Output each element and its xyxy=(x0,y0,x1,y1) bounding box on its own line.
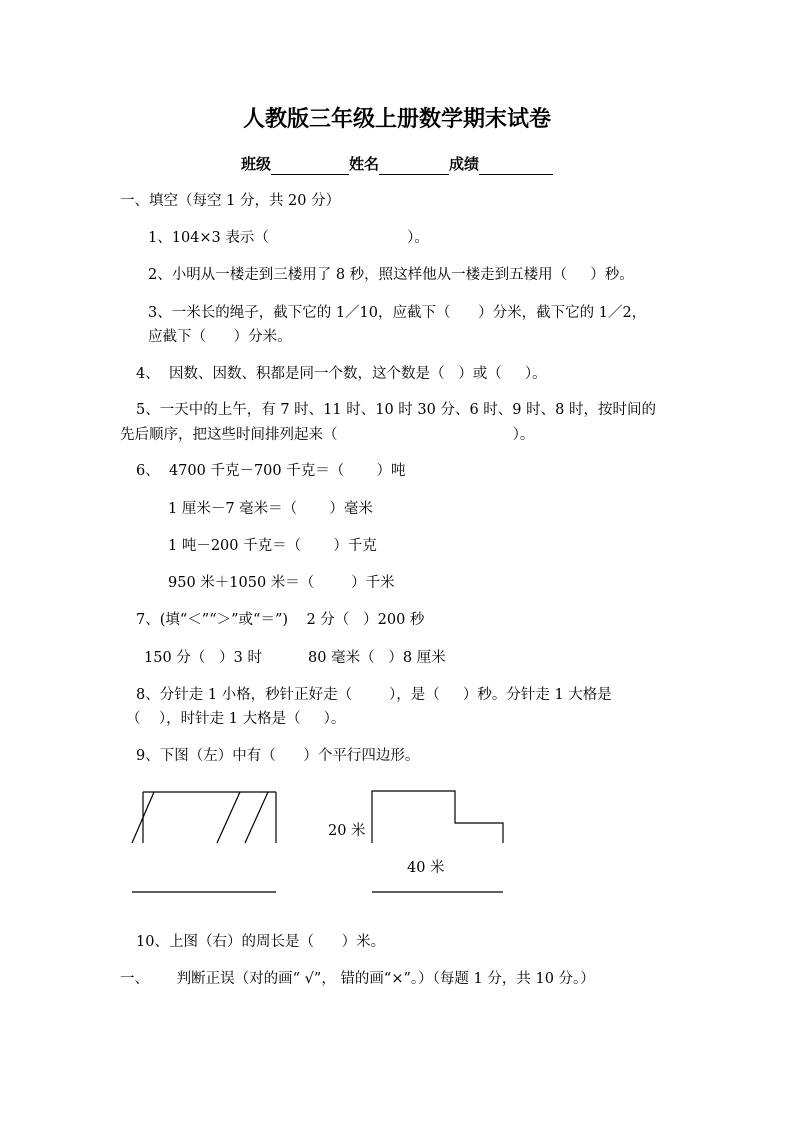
question-7-line2: 150 分（ ）3 时 80 毫米（ ）8 厘米 xyxy=(144,650,446,666)
parallelogram-figure xyxy=(132,792,276,892)
step-shape-outline xyxy=(372,791,503,843)
question-10: 10、上图（右）的周长是（ ）米。 xyxy=(136,934,386,950)
parallelogram-slant-2 xyxy=(217,792,240,843)
section1-heading: 一、填空（每空 1 分，共 20 分） xyxy=(120,193,341,209)
section2-heading: 一、 判断正误（对的画“ √”， 错的画“×”。）（每题 1 分，共 10 分。） xyxy=(120,971,595,987)
question-1: 1、104×3 表示（ ）。 xyxy=(148,230,429,246)
question-4: 4、 因数、因数、积都是同一个数，这个数是（ ）或（ ）。 xyxy=(136,366,547,382)
question-2: 2、小明从一楼走到三楼用了 8 秒，照这样他从一楼走到五楼用（ ）秒。 xyxy=(148,267,634,283)
question-7-line1: 7、(填“＜”“＞”或“＝”) 2 分（ ）200 秒 xyxy=(136,612,425,628)
question-6-line3: 1 吨－200 千克＝（ ）千克 xyxy=(168,538,377,554)
question-6-line4: 950 米＋1050 米＝（ ）千米 xyxy=(168,575,395,591)
question-6-line1: 6、 4700 千克－700 千克＝（ ）吨 xyxy=(136,463,406,479)
parallelogram-slant-3 xyxy=(245,792,268,843)
question-3-line2: 应截下（ ）分米。 xyxy=(148,329,292,345)
question-8-line2: （ ），时针走 1 大格是（ ）。 xyxy=(126,711,346,727)
question-3-line1: 3、一米长的绳子，截下它的 1／10，应截下（ ）分米，截下它的 1／2， xyxy=(148,305,647,321)
score-label: 成绩 xyxy=(449,155,480,173)
question-9: 9、下图（左）中有（ ）个平行四边形。 xyxy=(136,748,420,764)
figure-width-label: 40 米 xyxy=(407,860,445,876)
name-label: 姓名 xyxy=(348,155,379,173)
question-5-line1: 5、一天中的上午，有 7 时、11 时、10 时 30 分、6 时、9 时、8 时，按时间的 xyxy=(136,402,656,418)
page-title: 人教版三年级上册数学期末试卷 xyxy=(242,107,551,132)
question-6-line2: 1 厘米－7 毫米＝（ ）毫米 xyxy=(168,501,373,517)
question-8-line1: 8、分针走 1 小格，秒针正好走（ ），是（ ）秒。分针走 1 大格是 xyxy=(136,687,612,703)
figure-height-label: 20 米 xyxy=(328,823,366,839)
question-5-line2: 先后顺序，把这些时间排列起来（ ）。 xyxy=(120,427,535,443)
class-label: 班级 xyxy=(240,155,271,173)
